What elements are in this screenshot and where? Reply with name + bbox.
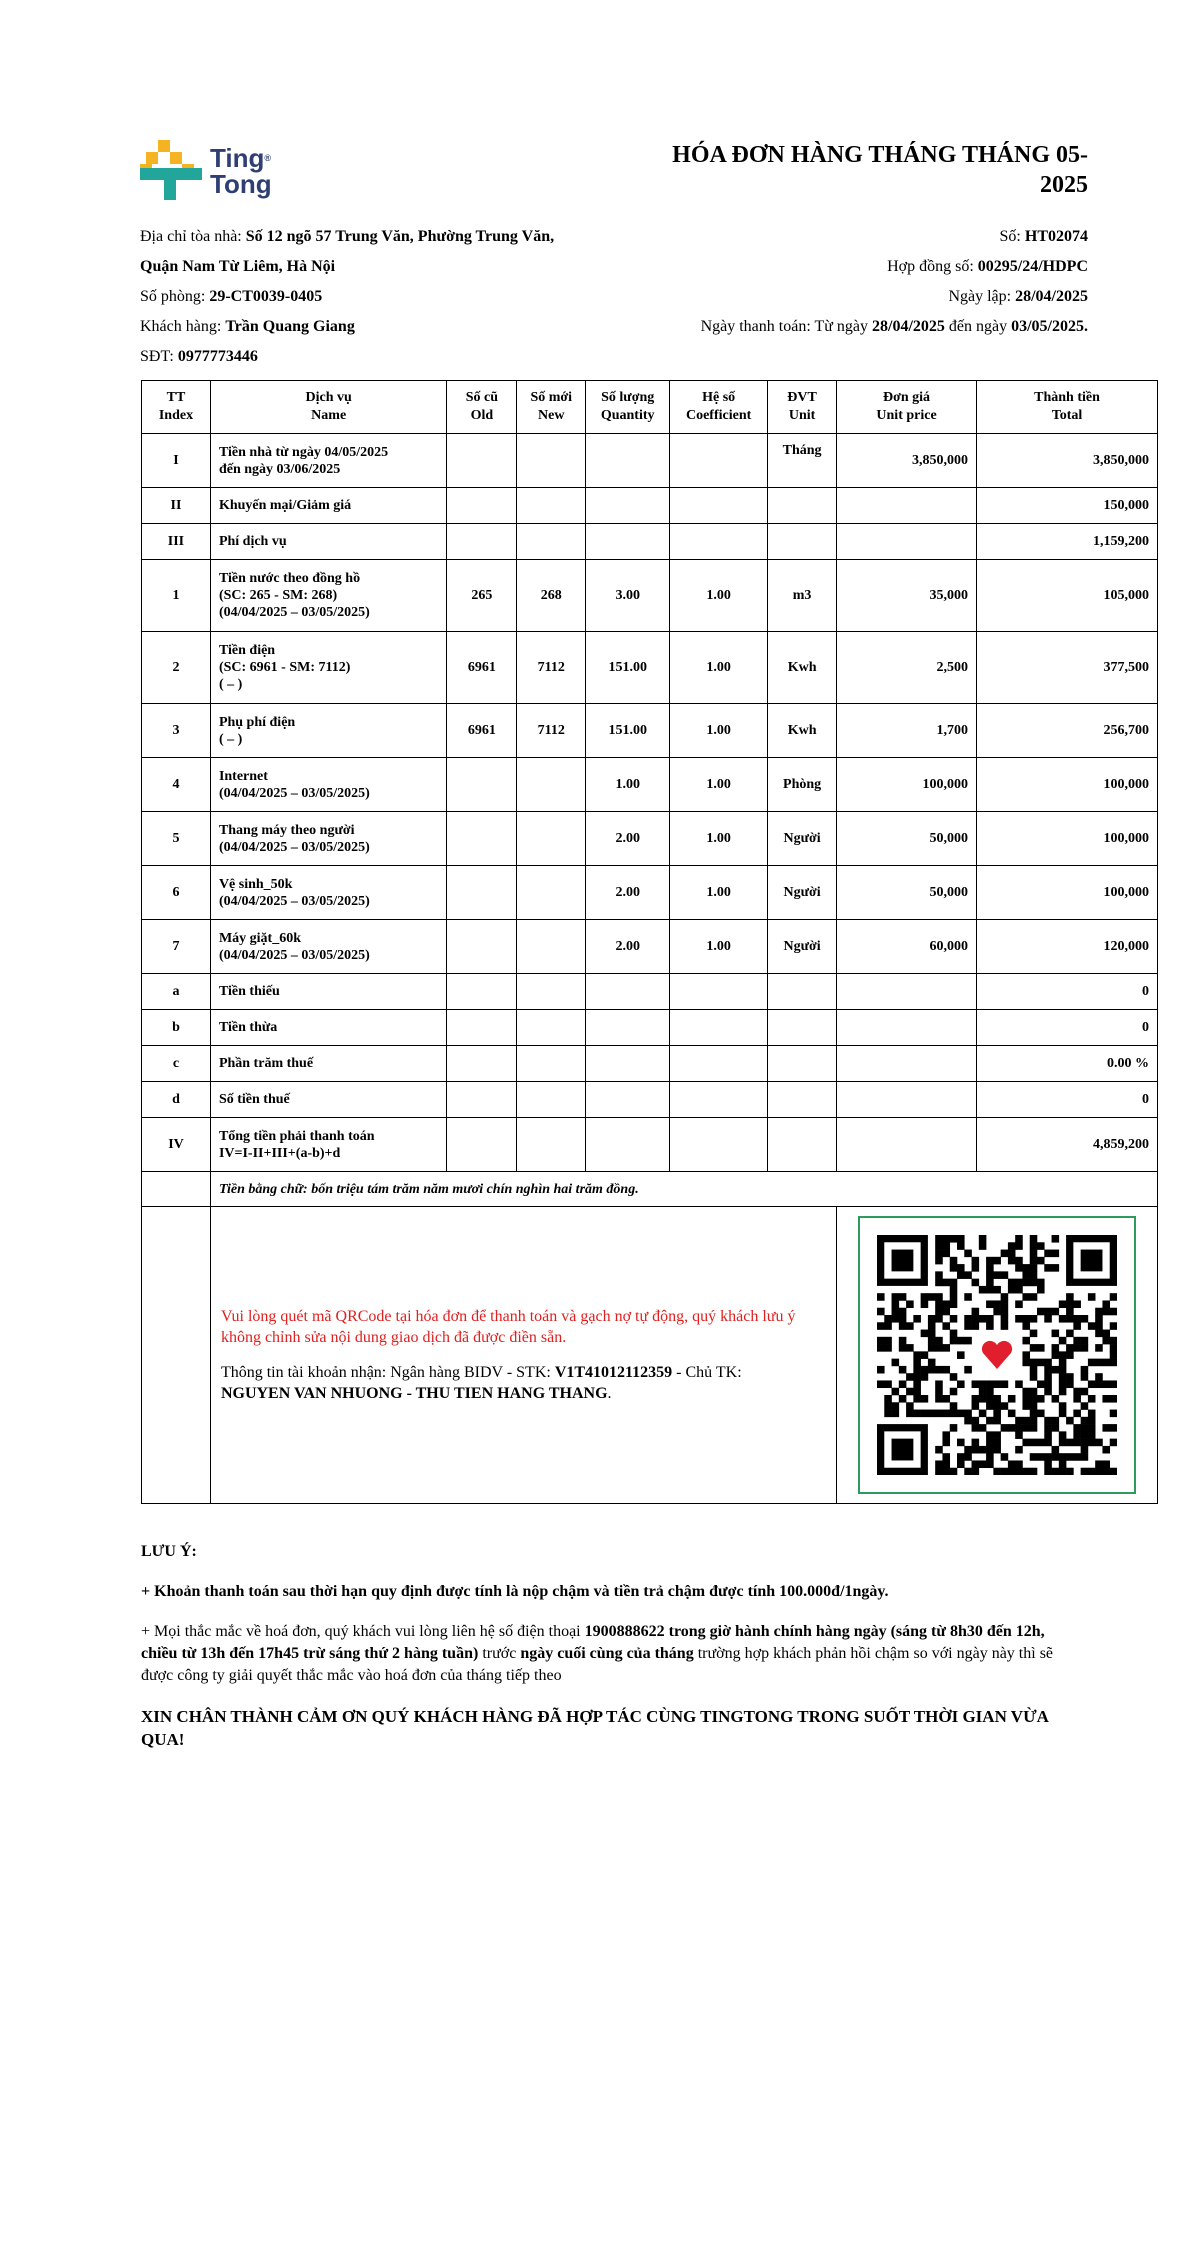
row-new bbox=[517, 758, 586, 812]
row-index: 3 bbox=[142, 704, 211, 758]
row-unit bbox=[768, 1010, 837, 1046]
row-new bbox=[517, 974, 586, 1010]
row-service: Phần trăm thuế bbox=[210, 1046, 446, 1082]
row-unit bbox=[768, 1046, 837, 1082]
notes-section bbox=[141, 1541, 1081, 1751]
row-old bbox=[447, 1082, 517, 1118]
row-new: 7112 bbox=[517, 632, 586, 704]
tingtong-logo bbox=[140, 140, 300, 202]
row-qty bbox=[586, 1118, 670, 1172]
phone-line: SĐT: 0977773446 bbox=[140, 348, 258, 365]
address-line-2: Quận Nam Từ Liêm, Hà Nội bbox=[140, 258, 336, 275]
row-price bbox=[837, 1010, 977, 1046]
row-service: Số tiền thuế bbox=[210, 1082, 446, 1118]
row-total: 0.00 % bbox=[977, 1046, 1158, 1082]
row-old: 6961 bbox=[447, 632, 517, 704]
row-price: 50,000 bbox=[837, 866, 977, 920]
row-unit: Kwh bbox=[768, 632, 837, 704]
row-service: Tiền thiếu bbox=[210, 974, 446, 1010]
logo-wordmark: Ting® Tong bbox=[210, 143, 272, 199]
row-coef bbox=[670, 1118, 768, 1172]
address-line: Địa chỉ tòa nhà: Số 12 ngõ 57 Trung Văn, Phường Trung Văn, bbox=[140, 228, 555, 245]
row-new bbox=[517, 1046, 586, 1082]
table-row bbox=[142, 1082, 1158, 1118]
row-unit bbox=[768, 488, 837, 524]
row-total: 1,159,200 bbox=[977, 524, 1158, 560]
row-new: 268 bbox=[517, 560, 586, 632]
words-empty-cell bbox=[142, 1172, 211, 1207]
qr-cell bbox=[837, 1207, 1158, 1504]
col-new-header: Số mới New bbox=[517, 381, 586, 434]
row-coef: 1.00 bbox=[670, 758, 768, 812]
row-total: 120,000 bbox=[977, 920, 1158, 974]
row-unit: Tháng bbox=[768, 434, 837, 488]
row-old bbox=[447, 434, 517, 488]
row-coef bbox=[670, 524, 768, 560]
payment-qr-row bbox=[142, 1207, 1158, 1504]
row-index: b bbox=[142, 1010, 211, 1046]
row-index: II bbox=[142, 488, 211, 524]
row-price bbox=[837, 1046, 977, 1082]
row-price: 2,500 bbox=[837, 632, 977, 704]
row-unit bbox=[768, 1118, 837, 1172]
row-coef: 1.00 bbox=[670, 866, 768, 920]
row-total: 0 bbox=[977, 1010, 1158, 1046]
row-old bbox=[447, 1010, 517, 1046]
row-index: 1 bbox=[142, 560, 211, 632]
row-old bbox=[447, 1118, 517, 1172]
bank-account-info: Thông tin tài khoản nhận: Ngân hàng BIDV - STK: V1T41012112359 - Chủ TK: NGUYEN VAN NHUONG - THU TIEN HANG THANG. bbox=[220, 1364, 742, 1402]
table-row bbox=[142, 1010, 1158, 1046]
row-price bbox=[837, 974, 977, 1010]
table-row bbox=[142, 974, 1158, 1010]
row-service: Phí dịch vụ bbox=[210, 524, 446, 560]
row-old bbox=[447, 920, 517, 974]
row-total: 4,859,200 bbox=[977, 1118, 1158, 1172]
row-qty: 2.00 bbox=[586, 920, 670, 974]
col-coef-header: Hệ số Coefficient bbox=[670, 381, 768, 434]
table-header-row bbox=[142, 381, 1158, 434]
row-index: IV bbox=[142, 1118, 211, 1172]
row-new bbox=[517, 866, 586, 920]
row-unit: Người bbox=[768, 920, 837, 974]
row-index: III bbox=[142, 524, 211, 560]
row-service: Tiền thừa bbox=[210, 1010, 446, 1046]
contact-note: + Mọi thắc mắc về hoá đơn, quý khách vui lòng liên hệ số điện thoại 1900888622 trong giờ hành chính hàng ngày (sáng từ 8h30 đến 12h, chiều từ 13h đến 17h45 trừ sáng thứ 2 hàng tuần) trước ngày cuối cùng của tháng trường hợp khách phản hồi chậm so với ngày này thì sẽ được công ty giải quyết thắc mắc vào hoá đơn của tháng tiếp theo bbox=[141, 1623, 1054, 1684]
col-service-header: Dịch vụ Name bbox=[210, 381, 446, 434]
row-coef: 1.00 bbox=[670, 812, 768, 866]
col-old-header: Số cũ Old bbox=[447, 381, 517, 434]
contract-line: Hợp đồng số: 00295/24/HDPC bbox=[887, 258, 1088, 275]
row-total: 0 bbox=[977, 1082, 1158, 1118]
row-service: Internet (04/04/2025 – 03/05/2025) bbox=[210, 758, 446, 812]
row-qty bbox=[586, 1082, 670, 1118]
row-old: 265 bbox=[447, 560, 517, 632]
row-total: 100,000 bbox=[977, 866, 1158, 920]
table-row bbox=[142, 1046, 1158, 1082]
row-coef: 1.00 bbox=[670, 704, 768, 758]
customer-line: Khách hàng: Trần Quang Giang bbox=[140, 318, 355, 335]
row-qty bbox=[586, 1046, 670, 1082]
col-index-header: TT Index bbox=[142, 381, 211, 434]
row-qty: 3.00 bbox=[586, 560, 670, 632]
row-price: 100,000 bbox=[837, 758, 977, 812]
row-service: Tiền điện (SC: 6961 - SM: 7112) ( – ) bbox=[210, 632, 446, 704]
table-row bbox=[142, 632, 1158, 704]
row-old bbox=[447, 524, 517, 560]
row-total: 377,500 bbox=[977, 632, 1158, 704]
row-old bbox=[447, 758, 517, 812]
payment-period-line: Ngày thanh toán: Từ ngày 28/04/2025 đến ngày 03/05/2025. bbox=[700, 318, 1088, 335]
row-new bbox=[517, 434, 586, 488]
row-price: 35,000 bbox=[837, 560, 977, 632]
row-unit bbox=[768, 974, 837, 1010]
row-total: 0 bbox=[977, 974, 1158, 1010]
row-index: d bbox=[142, 1082, 211, 1118]
row-coef bbox=[670, 488, 768, 524]
row-old bbox=[447, 488, 517, 524]
row-index: 2 bbox=[142, 632, 211, 704]
notes-title: LƯU Ý: bbox=[141, 1543, 197, 1560]
row-index: 6 bbox=[142, 866, 211, 920]
row-total: 105,000 bbox=[977, 560, 1158, 632]
row-total: 100,000 bbox=[977, 758, 1158, 812]
row-price: 1,700 bbox=[837, 704, 977, 758]
row-old bbox=[447, 866, 517, 920]
payment-qr-code[interactable] bbox=[877, 1235, 1117, 1475]
row-old: 6961 bbox=[447, 704, 517, 758]
table-row bbox=[142, 488, 1158, 524]
row-service: Tổng tiền phải thanh toán IV=I-II+III+(a-b)+d bbox=[210, 1118, 446, 1172]
row-price: 50,000 bbox=[837, 812, 977, 866]
invoice-table bbox=[141, 380, 1158, 1504]
table-row bbox=[142, 920, 1158, 974]
qr-empty-cell bbox=[142, 1207, 211, 1504]
row-unit: Người bbox=[768, 866, 837, 920]
table-row bbox=[142, 560, 1158, 632]
row-index: a bbox=[142, 974, 211, 1010]
row-qty bbox=[586, 974, 670, 1010]
row-qty: 151.00 bbox=[586, 632, 670, 704]
row-new bbox=[517, 812, 586, 866]
table-row bbox=[142, 704, 1158, 758]
row-coef bbox=[670, 1010, 768, 1046]
row-service: Thang máy theo người (04/04/2025 – 03/05/2025) bbox=[210, 812, 446, 866]
row-qty bbox=[586, 488, 670, 524]
row-unit: Người bbox=[768, 812, 837, 866]
row-qty: 2.00 bbox=[586, 812, 670, 866]
row-service: Tiền nước theo đồng hồ (SC: 265 - SM: 268) (04/04/2025 – 03/05/2025) bbox=[210, 560, 446, 632]
table-row bbox=[142, 866, 1158, 920]
row-total: 100,000 bbox=[977, 812, 1158, 866]
row-index: c bbox=[142, 1046, 211, 1082]
row-index: I bbox=[142, 434, 211, 488]
row-unit: Kwh bbox=[768, 704, 837, 758]
row-total: 3,850,000 bbox=[977, 434, 1158, 488]
row-price bbox=[837, 524, 977, 560]
invoice-number-line: Số: HT02074 bbox=[999, 228, 1088, 245]
row-qty: 151.00 bbox=[586, 704, 670, 758]
row-qty bbox=[586, 1010, 670, 1046]
row-total: 150,000 bbox=[977, 488, 1158, 524]
row-service: Máy giặt_60k (04/04/2025 – 03/05/2025) bbox=[210, 920, 446, 974]
row-coef bbox=[670, 974, 768, 1010]
table-row bbox=[142, 524, 1158, 560]
table-row bbox=[142, 434, 1158, 488]
row-service: Vệ sinh_50k (04/04/2025 – 03/05/2025) bbox=[210, 866, 446, 920]
row-price bbox=[837, 1082, 977, 1118]
row-service: Tiền nhà từ ngày 04/05/2025 đến ngày 03/06/2025 bbox=[210, 434, 446, 488]
qr-frame bbox=[858, 1216, 1136, 1494]
invoice-title: HÓA ĐƠN HÀNG THÁNG THÁNG 05- 2025 bbox=[672, 142, 1088, 198]
qr-payment-note: Vui lòng quét mã QRCode tại hóa đơn để thanh toán và gạch nợ tự động, quý khách lưu ý không chỉnh sửa nội dung giao dịch đã được điền sẵn. bbox=[220, 1308, 796, 1346]
col-qty-header: Số lượng Quantity bbox=[586, 381, 670, 434]
col-unit-header: ĐVT Unit bbox=[768, 381, 837, 434]
row-coef: 1.00 bbox=[670, 920, 768, 974]
row-index: 5 bbox=[142, 812, 211, 866]
row-coef: 1.00 bbox=[670, 560, 768, 632]
row-old bbox=[447, 974, 517, 1010]
row-coef bbox=[670, 1046, 768, 1082]
table-row bbox=[142, 812, 1158, 866]
row-new bbox=[517, 1118, 586, 1172]
col-total-header: Thành tiền Total bbox=[977, 381, 1158, 434]
col-price-header: Đơn giá Unit price bbox=[837, 381, 977, 434]
table-row-grand-total bbox=[142, 1118, 1158, 1172]
row-total: 256,700 bbox=[977, 704, 1158, 758]
row-old bbox=[447, 812, 517, 866]
row-unit: m3 bbox=[768, 560, 837, 632]
row-service: Khuyến mại/Giảm giá bbox=[210, 488, 446, 524]
late-payment-note: + Khoản thanh toán sau thời hạn quy định được tính là nộp chậm và tiền trả chậm được tính 100.000đ/1ngày. bbox=[141, 1583, 889, 1600]
invoice-meta bbox=[528, 222, 1088, 342]
row-unit bbox=[768, 1082, 837, 1118]
row-price bbox=[837, 488, 977, 524]
row-qty: 2.00 bbox=[586, 866, 670, 920]
row-index: 4 bbox=[142, 758, 211, 812]
row-new bbox=[517, 488, 586, 524]
row-unit: Phòng bbox=[768, 758, 837, 812]
row-price bbox=[837, 1118, 977, 1172]
row-service: Phụ phí điện ( – ) bbox=[210, 704, 446, 758]
payment-instructions bbox=[210, 1207, 836, 1504]
row-unit bbox=[768, 524, 837, 560]
row-coef: 1.00 bbox=[670, 632, 768, 704]
row-new bbox=[517, 1010, 586, 1046]
row-coef bbox=[670, 1082, 768, 1118]
row-old bbox=[447, 1046, 517, 1082]
row-qty bbox=[586, 524, 670, 560]
table-row bbox=[142, 758, 1158, 812]
row-new bbox=[517, 524, 586, 560]
row-coef bbox=[670, 434, 768, 488]
room-line: Số phòng: 29-CT0039-0405 bbox=[140, 288, 323, 305]
amount-in-words-row bbox=[142, 1172, 1158, 1207]
thank-you-message: XIN CHÂN THÀNH CẢM ƠN QUÝ KHÁCH HÀNG ĐÃ HỢP TÁC CÙNG TINGTONG TRONG SUỐT THỜI GIAN VỪA QUA! bbox=[141, 1707, 1048, 1749]
tingtong-logo-icon bbox=[140, 140, 202, 202]
row-price: 3,850,000 bbox=[837, 434, 977, 488]
row-price: 60,000 bbox=[837, 920, 977, 974]
issue-date-line: Ngày lập: 28/04/2025 bbox=[948, 288, 1088, 305]
row-qty bbox=[586, 434, 670, 488]
row-new bbox=[517, 920, 586, 974]
amount-in-words: Tiền bằng chữ: bốn triệu tám trăm năm mươi chín nghìn hai trăm đồng. bbox=[210, 1172, 1157, 1207]
row-qty: 1.00 bbox=[586, 758, 670, 812]
row-index: 7 bbox=[142, 920, 211, 974]
row-new: 7112 bbox=[517, 704, 586, 758]
row-new bbox=[517, 1082, 586, 1118]
